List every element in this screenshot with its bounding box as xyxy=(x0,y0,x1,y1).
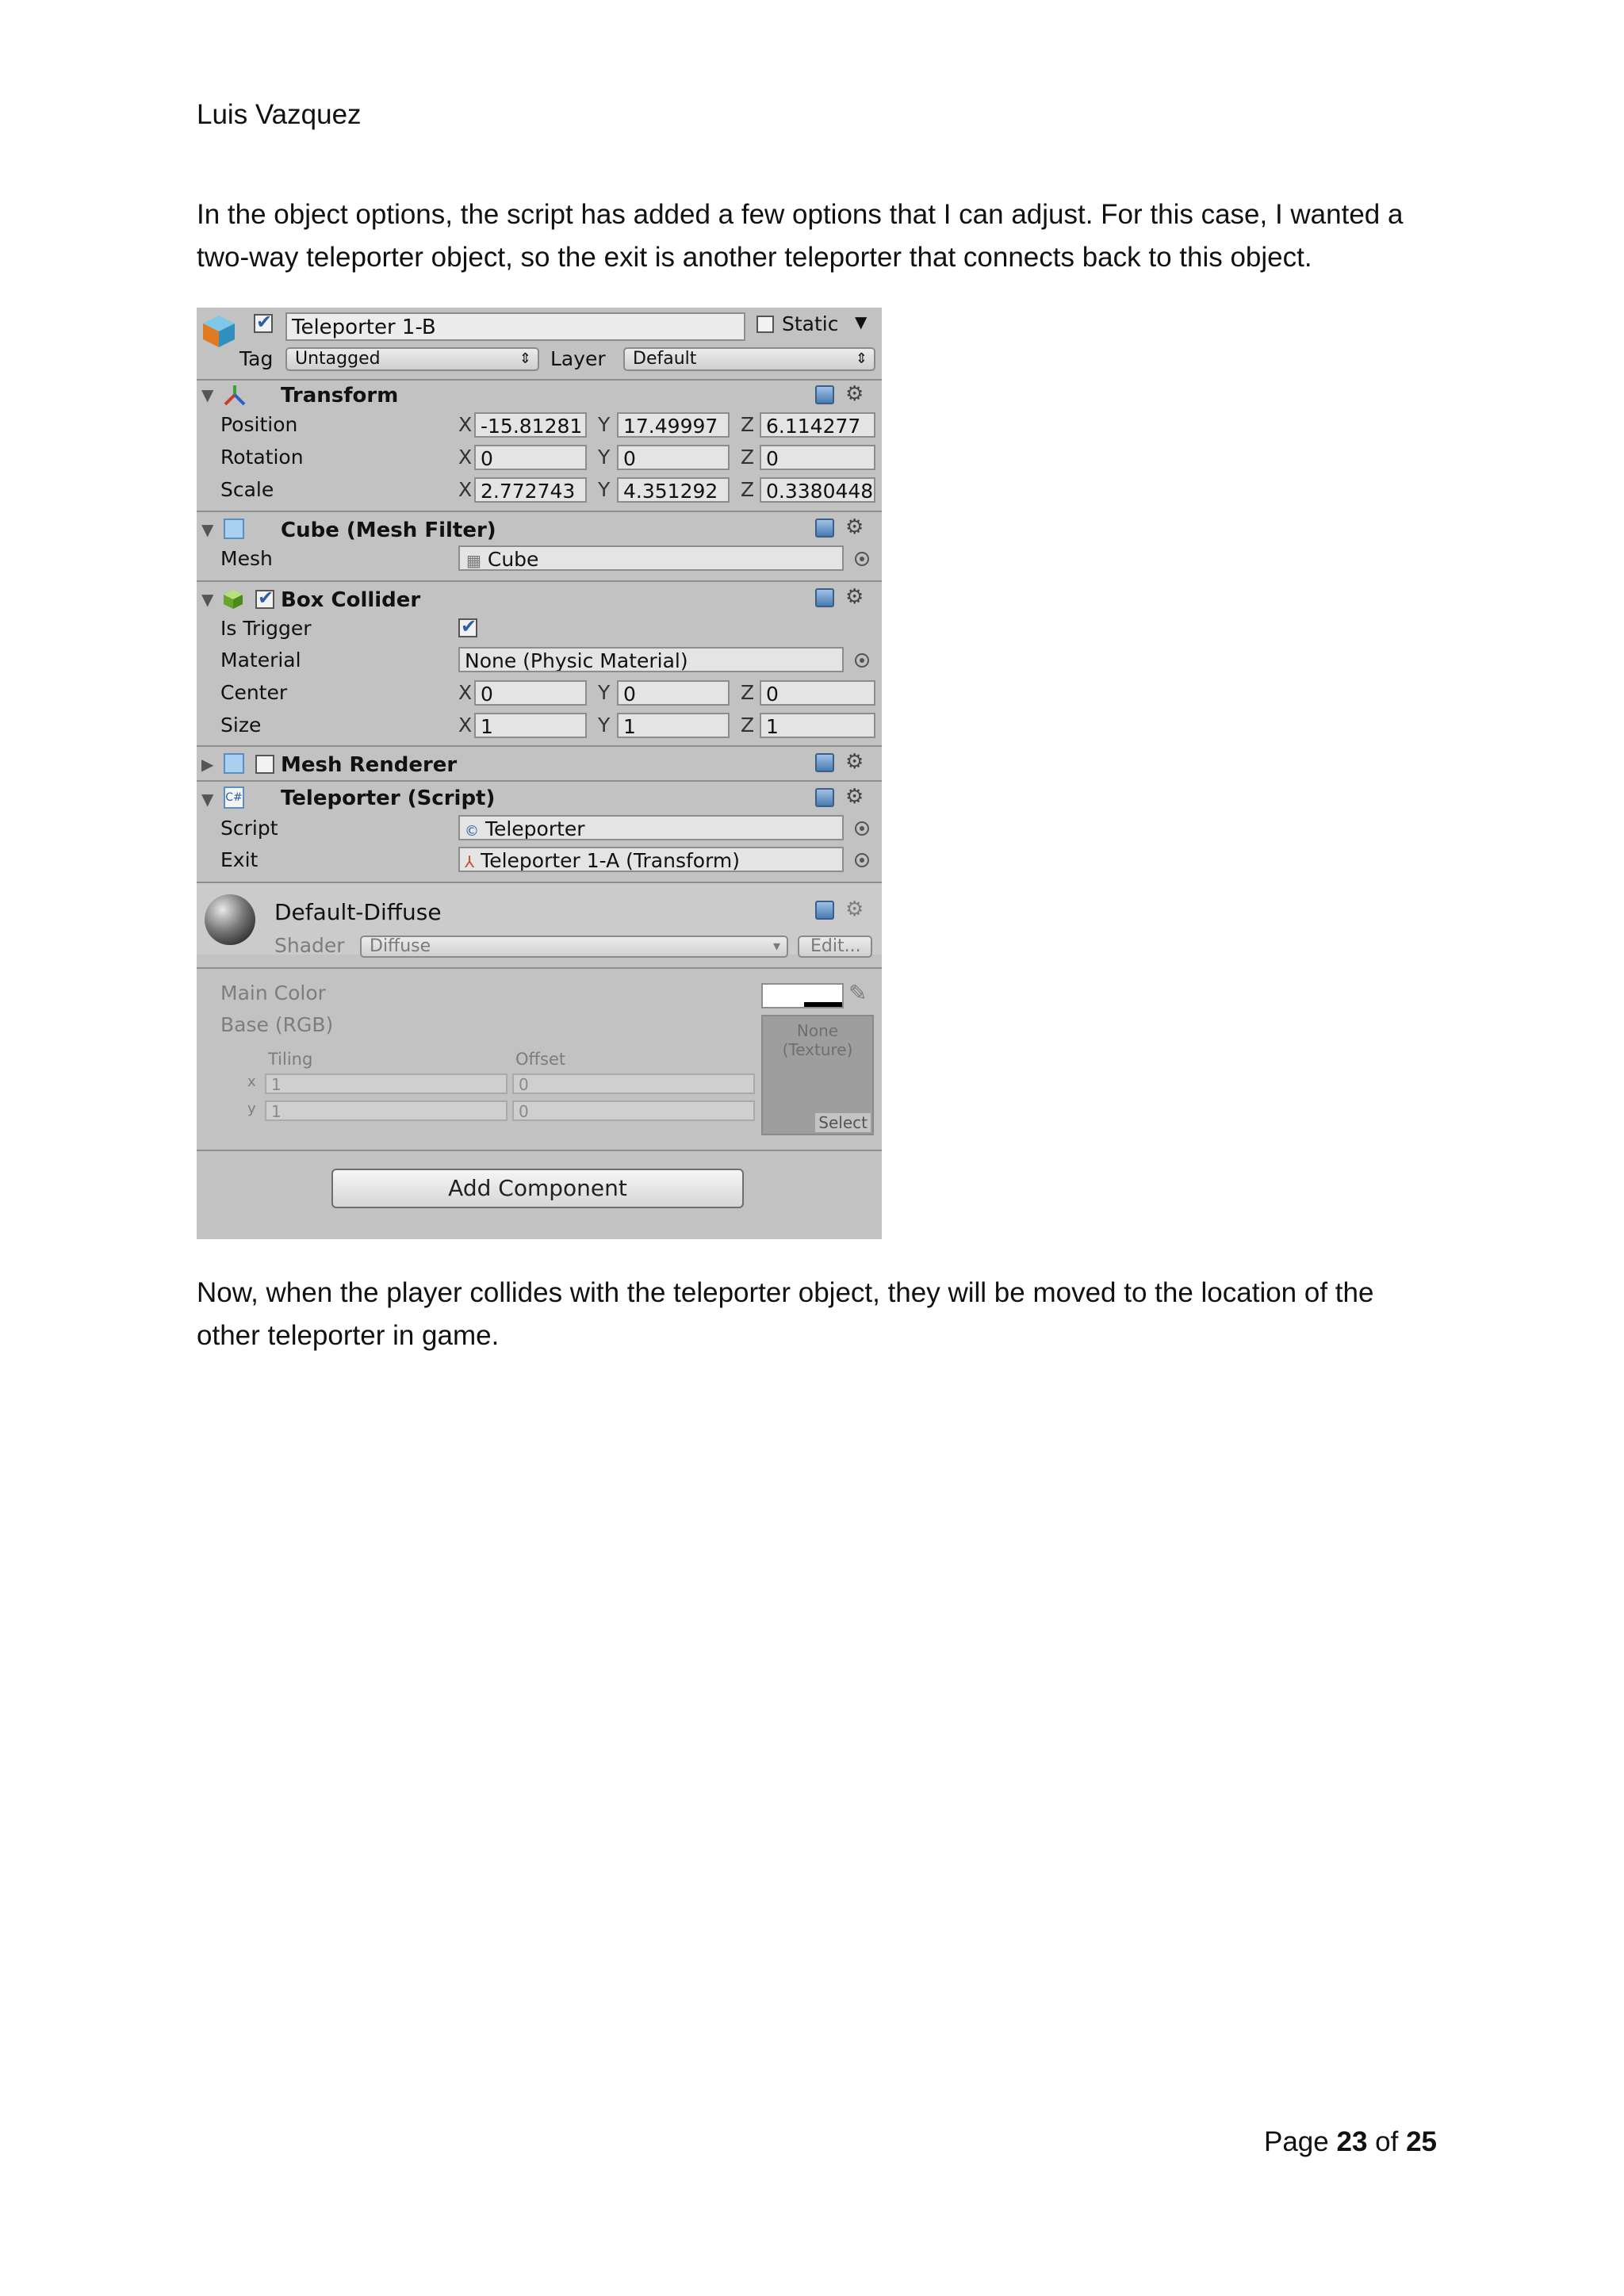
gear-icon[interactable]: ⚙ xyxy=(845,515,864,539)
script-value: Teleporter xyxy=(485,817,585,840)
position-z-field[interactable]: 6.114277 xyxy=(760,412,875,438)
edit-button-label: Edit... xyxy=(810,936,861,956)
help-icon[interactable] xyxy=(815,753,834,772)
page-of: of xyxy=(1375,2126,1399,2157)
page-total: 25 xyxy=(1406,2126,1438,2157)
help-icon[interactable] xyxy=(815,788,834,807)
gear-icon[interactable]: ⚙ xyxy=(845,785,864,809)
axis-y-label: Y xyxy=(598,478,611,501)
texture-slot[interactable] xyxy=(761,1015,874,1135)
position-label: Position xyxy=(220,413,298,436)
texture-type-label: (Texture) xyxy=(782,1040,853,1059)
axis-x-label: X xyxy=(458,446,473,469)
static-dropdown-arrow-icon[interactable]: ▼ xyxy=(855,312,868,331)
help-icon[interactable] xyxy=(815,385,834,404)
axis-x-label: X xyxy=(458,681,473,704)
scale-z-field[interactable]: 0.3380448 xyxy=(760,477,875,503)
alpha-bar xyxy=(804,1002,842,1007)
shader-label: Shader xyxy=(274,934,345,957)
material-label: Material xyxy=(220,649,301,672)
shader-dropdown[interactable] xyxy=(360,936,788,958)
exit-value: Teleporter 1-A (Transform) xyxy=(481,849,741,872)
main-color-swatch[interactable] xyxy=(761,983,844,1008)
static-label: Static xyxy=(782,312,839,335)
active-checkbox[interactable] xyxy=(254,314,273,333)
mesh-filter-title: Cube (Mesh Filter) xyxy=(281,519,496,542)
gear-icon[interactable]: ⚙ xyxy=(845,585,864,609)
tiling-x-axis-label: x xyxy=(247,1073,256,1090)
transform-icon: ⅄ xyxy=(465,852,475,871)
main-color-label: Main Color xyxy=(220,982,326,1004)
axis-y-label: Y xyxy=(598,446,611,469)
divider xyxy=(197,379,882,381)
author-name: Luis Vazquez xyxy=(197,99,362,130)
divider xyxy=(197,967,882,969)
rotation-y-field[interactable]: 0 xyxy=(617,445,730,470)
unity-inspector-screenshot xyxy=(197,308,882,1239)
mesh-value: Cube xyxy=(487,548,539,571)
object-picker-icon[interactable] xyxy=(855,552,869,566)
position-y-field[interactable]: 17.49997 xyxy=(617,412,730,438)
axis-y-label: Y xyxy=(598,413,611,436)
help-icon[interactable] xyxy=(815,588,834,607)
size-x-field[interactable]: 1 xyxy=(474,713,587,738)
center-z-field[interactable]: 0 xyxy=(760,680,875,706)
divider xyxy=(197,1150,882,1151)
gameobject-icon xyxy=(201,314,236,349)
base-rgb-label: Base (RGB) xyxy=(220,1013,334,1036)
mesh-renderer-title: Mesh Renderer xyxy=(281,753,458,777)
transform-title: Transform xyxy=(281,384,399,408)
exit-field[interactable] xyxy=(458,847,844,872)
closing-paragraph: Now, when the player collides with the teleporter object, they will be moved to the location of the other teleporter in game. xyxy=(197,1277,1374,1351)
center-x-field[interactable]: 0 xyxy=(474,680,587,706)
exit-label: Exit xyxy=(220,848,259,871)
intro-paragraph: In the object options, the script has added a few options that I can adjust. For this case, I wanted a two-way teleporter object, so the exit is another teleporter that connects back to this object. xyxy=(197,199,1404,273)
tag-value: Untagged xyxy=(295,349,381,369)
script-asset-icon: © xyxy=(465,823,479,840)
position-x-field[interactable]: -15.81281 xyxy=(474,412,587,438)
mesh-filter-icon xyxy=(224,519,244,539)
shader-value: Diffuse xyxy=(370,936,431,956)
tiling-x-field[interactable]: 1 xyxy=(265,1073,508,1094)
mesh-renderer-enabled-checkbox[interactable] xyxy=(255,755,274,774)
axis-x-label: X xyxy=(458,478,473,501)
divider xyxy=(197,745,882,747)
is-trigger-checkbox[interactable] xyxy=(458,618,477,637)
axis-y-label: Y xyxy=(598,714,611,737)
divider xyxy=(197,511,882,512)
edit-shader-button[interactable] xyxy=(798,936,872,958)
axis-z-label: Z xyxy=(741,413,755,436)
layer-label: Layer xyxy=(550,347,606,370)
page-label: Page xyxy=(1264,2126,1329,2157)
object-picker-icon[interactable] xyxy=(855,853,869,867)
teleporter-script-title: Teleporter (Script) xyxy=(281,786,496,810)
texture-select-button[interactable]: Select xyxy=(815,1113,871,1132)
box-collider-enabled-checkbox[interactable] xyxy=(255,590,274,609)
scale-x-field[interactable]: 2.772743 xyxy=(474,477,587,503)
material-name: Default-Diffuse xyxy=(274,899,442,925)
texture-none-label: None xyxy=(796,1021,839,1040)
rotation-z-field[interactable]: 0 xyxy=(760,445,875,470)
size-y-field[interactable]: 1 xyxy=(617,713,730,738)
tiling-y-field[interactable]: 1 xyxy=(265,1100,508,1121)
is-trigger-label: Is Trigger xyxy=(220,617,312,640)
box-collider-title: Box Collider xyxy=(281,588,421,612)
axis-x-label: X xyxy=(458,413,473,436)
center-label: Center xyxy=(220,681,288,704)
layer-value: Default xyxy=(633,349,697,369)
divider xyxy=(197,780,882,782)
divider xyxy=(197,580,882,582)
rotation-x-field[interactable]: 0 xyxy=(474,445,587,470)
axis-z-label: Z xyxy=(741,446,755,469)
foldout-collapsed-icon[interactable]: ▶ xyxy=(201,755,214,774)
add-component-button[interactable] xyxy=(331,1169,744,1208)
material-sphere-icon xyxy=(205,894,255,945)
add-component-label: Add Component xyxy=(448,1175,627,1201)
csharp-script-icon: C# xyxy=(224,786,244,809)
size-z-field[interactable]: 1 xyxy=(760,713,875,738)
offset-y-field[interactable]: 0 xyxy=(512,1100,755,1121)
object-name-field[interactable]: Teleporter 1-B xyxy=(285,312,745,341)
rotation-label: Rotation xyxy=(220,446,304,469)
tag-dropdown[interactable] xyxy=(285,347,539,371)
tag-dropdown-arrow-icon: ⇕ xyxy=(519,350,531,367)
foldout-expanded-icon[interactable]: ▼ xyxy=(201,590,214,609)
axis-y-label: Y xyxy=(598,681,611,704)
gear-icon[interactable]: ⚙ xyxy=(845,382,864,406)
offset-x-field[interactable]: 0 xyxy=(512,1073,755,1094)
mesh-renderer-icon xyxy=(224,753,244,774)
script-label: Script xyxy=(220,817,278,840)
object-picker-icon[interactable] xyxy=(855,821,869,836)
page-number xyxy=(1264,2126,1437,2158)
transform-icon xyxy=(222,384,247,408)
shader-dropdown-arrow-icon: ▾ xyxy=(772,938,780,955)
foldout-expanded-icon[interactable]: ▼ xyxy=(201,520,214,539)
gear-icon[interactable]: ⚙ xyxy=(845,750,864,774)
axis-x-label: X xyxy=(458,714,473,737)
size-label: Size xyxy=(220,714,262,737)
page-current: 23 xyxy=(1336,2126,1368,2157)
help-icon[interactable] xyxy=(815,519,834,538)
tiling-label: Tiling xyxy=(268,1050,313,1069)
object-picker-icon[interactable] xyxy=(855,653,869,668)
eyedropper-icon[interactable]: ✎ xyxy=(848,980,868,1006)
offset-label: Offset xyxy=(515,1050,566,1069)
foldout-expanded-icon[interactable]: ▼ xyxy=(201,385,214,404)
box-collider-icon xyxy=(222,588,244,610)
help-icon[interactable] xyxy=(815,901,834,920)
axis-z-label: Z xyxy=(741,714,755,737)
mesh-asset-icon: ▦ xyxy=(466,551,481,570)
layer-dropdown[interactable] xyxy=(623,347,875,371)
static-checkbox[interactable] xyxy=(756,316,774,333)
axis-z-label: Z xyxy=(741,681,755,704)
physic-material-field[interactable]: None (Physic Material) xyxy=(458,647,844,672)
gear-icon[interactable]: ⚙ xyxy=(845,897,864,921)
mesh-label: Mesh xyxy=(220,547,273,570)
script-field[interactable] xyxy=(458,815,844,840)
axis-z-label: Z xyxy=(741,478,755,501)
scale-label: Scale xyxy=(220,478,274,501)
foldout-expanded-icon[interactable]: ▼ xyxy=(201,790,214,809)
scale-y-field[interactable]: 4.351292 xyxy=(617,477,730,503)
tiling-y-axis-label: y xyxy=(247,1100,256,1117)
tag-label: Tag xyxy=(239,347,274,370)
center-y-field[interactable]: 0 xyxy=(617,680,730,706)
mesh-field[interactable] xyxy=(458,545,844,571)
layer-dropdown-arrow-icon: ⇕ xyxy=(855,350,868,367)
